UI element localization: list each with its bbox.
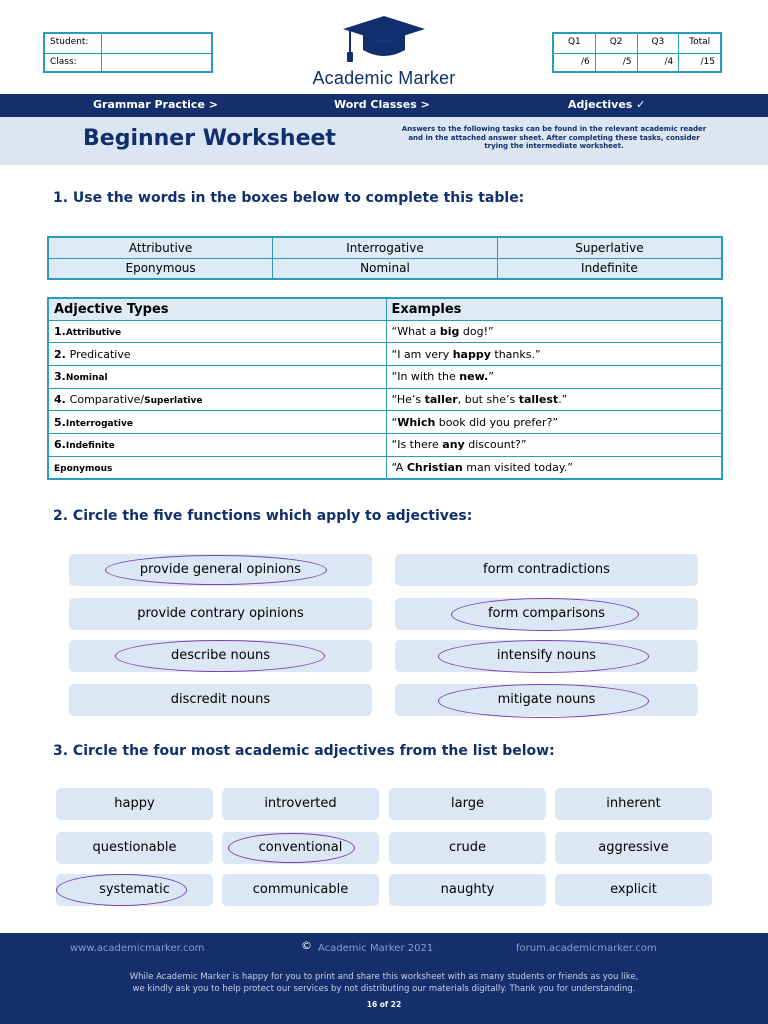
q2-heading: 2. Circle the five functions which apply to adjectives: <box>53 508 473 524</box>
table-row <box>48 411 722 434</box>
footer-forum-link[interactable]: forum.academicmarker.com <box>516 943 657 954</box>
logo-text: Academic Marker <box>312 68 456 88</box>
example-cell: “Is there any discount?” <box>386 433 722 456</box>
type-cell[interactable]: 5.Interrogative <box>48 411 386 434</box>
score-header-q2: Q2 <box>596 34 638 53</box>
student-info-box <box>43 32 213 73</box>
type-cell[interactable]: 1.Attributive <box>48 320 386 343</box>
adjective-option[interactable]: large <box>389 788 546 820</box>
function-option[interactable]: form contradictions <box>395 554 698 586</box>
table-row <box>48 433 722 456</box>
footer-disclaimer: While Academic Marker is happy for you to print and share this worksheet with as many students or friends as you like, we kindly ask you to help protect our services by not distributing our materials digitally. Thank you for understanding. <box>129 972 639 994</box>
student-label: Student: <box>45 34 102 53</box>
score-q2[interactable]: /5 <box>596 54 638 72</box>
adjective-option[interactable]: crude <box>389 832 546 864</box>
function-option[interactable]: provide contrary opinions <box>69 598 372 630</box>
q1-heading: 1. Use the words in the boxes below to complete this table: <box>53 190 525 206</box>
class-label: Class: <box>45 54 102 72</box>
function-option[interactable]: form comparisons <box>395 598 698 630</box>
word-bank-item: Nominal <box>273 258 498 279</box>
score-header-q3: Q3 <box>638 34 680 53</box>
adjective-option[interactable]: explicit <box>555 874 712 906</box>
footer-website-link[interactable]: www.academicmarker.com <box>70 943 205 954</box>
word-bank-table <box>47 236 723 280</box>
title-band <box>0 117 768 165</box>
table-row <box>48 456 722 479</box>
adjective-option[interactable]: naughty <box>389 874 546 906</box>
col-header-examples: Examples <box>386 298 722 320</box>
score-q3[interactable]: /4 <box>638 54 680 72</box>
example-cell: “He’s taller, but she’s tallest.” <box>386 388 722 411</box>
breadcrumb-adjectives[interactable]: Adjectives ✓ <box>568 98 646 111</box>
breadcrumb-grammar-practice[interactable]: Grammar Practice > <box>93 98 218 111</box>
type-cell[interactable]: 6.Indefinite <box>48 433 386 456</box>
score-header-total: Total <box>689 37 711 47</box>
adjective-types-table <box>47 297 723 480</box>
function-option[interactable]: intensify nouns <box>395 640 698 672</box>
example-cell: “Which book did you prefer?” <box>386 411 722 434</box>
page-title: Beginner Worksheet <box>83 126 336 151</box>
type-cell[interactable]: 2. Predicative <box>48 343 386 366</box>
word-bank-item: Superlative <box>497 237 722 258</box>
function-option[interactable]: provide general opinions <box>69 554 372 586</box>
col-header-types: Adjective Types <box>48 298 386 320</box>
example-cell: “A Christian man visited today.” <box>386 456 722 479</box>
example-cell: “I am very happy thanks.” <box>386 343 722 366</box>
score-box <box>552 32 722 73</box>
adjective-option[interactable]: happy <box>56 788 213 820</box>
type-cell[interactable]: Eponymous <box>48 456 386 479</box>
footer <box>0 933 768 1024</box>
function-option[interactable]: describe nouns <box>69 640 372 672</box>
score-total[interactable]: /15 <box>700 57 715 67</box>
q3-heading: 3. Circle the four most academic adjectives from the list below: <box>53 743 555 759</box>
adjective-option[interactable]: communicable <box>222 874 379 906</box>
table-row <box>48 388 722 411</box>
graduation-cap-icon <box>341 14 427 66</box>
adjective-option[interactable]: conventional <box>222 832 379 864</box>
breadcrumb <box>0 94 768 117</box>
answers-note: Answers to the following tasks can be found in the relevant academic reader and in the attached answer sheet. After completing these tasks, consider trying the intermediate worksheet. <box>401 125 707 150</box>
table-row <box>48 343 722 366</box>
adjective-option[interactable]: introverted <box>222 788 379 820</box>
score-q1[interactable]: /6 <box>554 54 596 72</box>
type-cell[interactable]: 3.Nominal <box>48 365 386 388</box>
function-option[interactable]: discredit nouns <box>69 684 372 716</box>
class-name-field[interactable] <box>102 54 211 72</box>
word-bank-item: Interrogative <box>273 237 498 258</box>
adjective-option[interactable]: inherent <box>555 788 712 820</box>
word-bank-item: Indefinite <box>497 258 722 279</box>
adjective-option[interactable]: questionable <box>56 832 213 864</box>
copyright-symbol: © <box>301 939 312 952</box>
example-cell: “What a big dog!” <box>386 320 722 343</box>
type-cell[interactable]: 4. Comparative/Superlative <box>48 388 386 411</box>
word-bank-item: Eponymous <box>48 258 273 279</box>
adjective-option[interactable]: systematic <box>56 874 213 906</box>
table-row <box>48 320 722 343</box>
table-row <box>48 365 722 388</box>
adjective-option[interactable]: aggressive <box>555 832 712 864</box>
function-option[interactable]: mitigate nouns <box>395 684 698 716</box>
student-name-field[interactable] <box>102 34 211 53</box>
footer-copyright-text: Academic Marker 2021 <box>318 943 434 954</box>
academic-marker-logo <box>296 14 472 89</box>
page-number: 16 of 22 <box>366 1000 402 1009</box>
breadcrumb-word-classes[interactable]: Word Classes > <box>334 98 430 111</box>
score-header-q1: Q1 <box>554 34 596 53</box>
example-cell: “In with the new.” <box>386 365 722 388</box>
word-bank-item: Attributive <box>48 237 273 258</box>
